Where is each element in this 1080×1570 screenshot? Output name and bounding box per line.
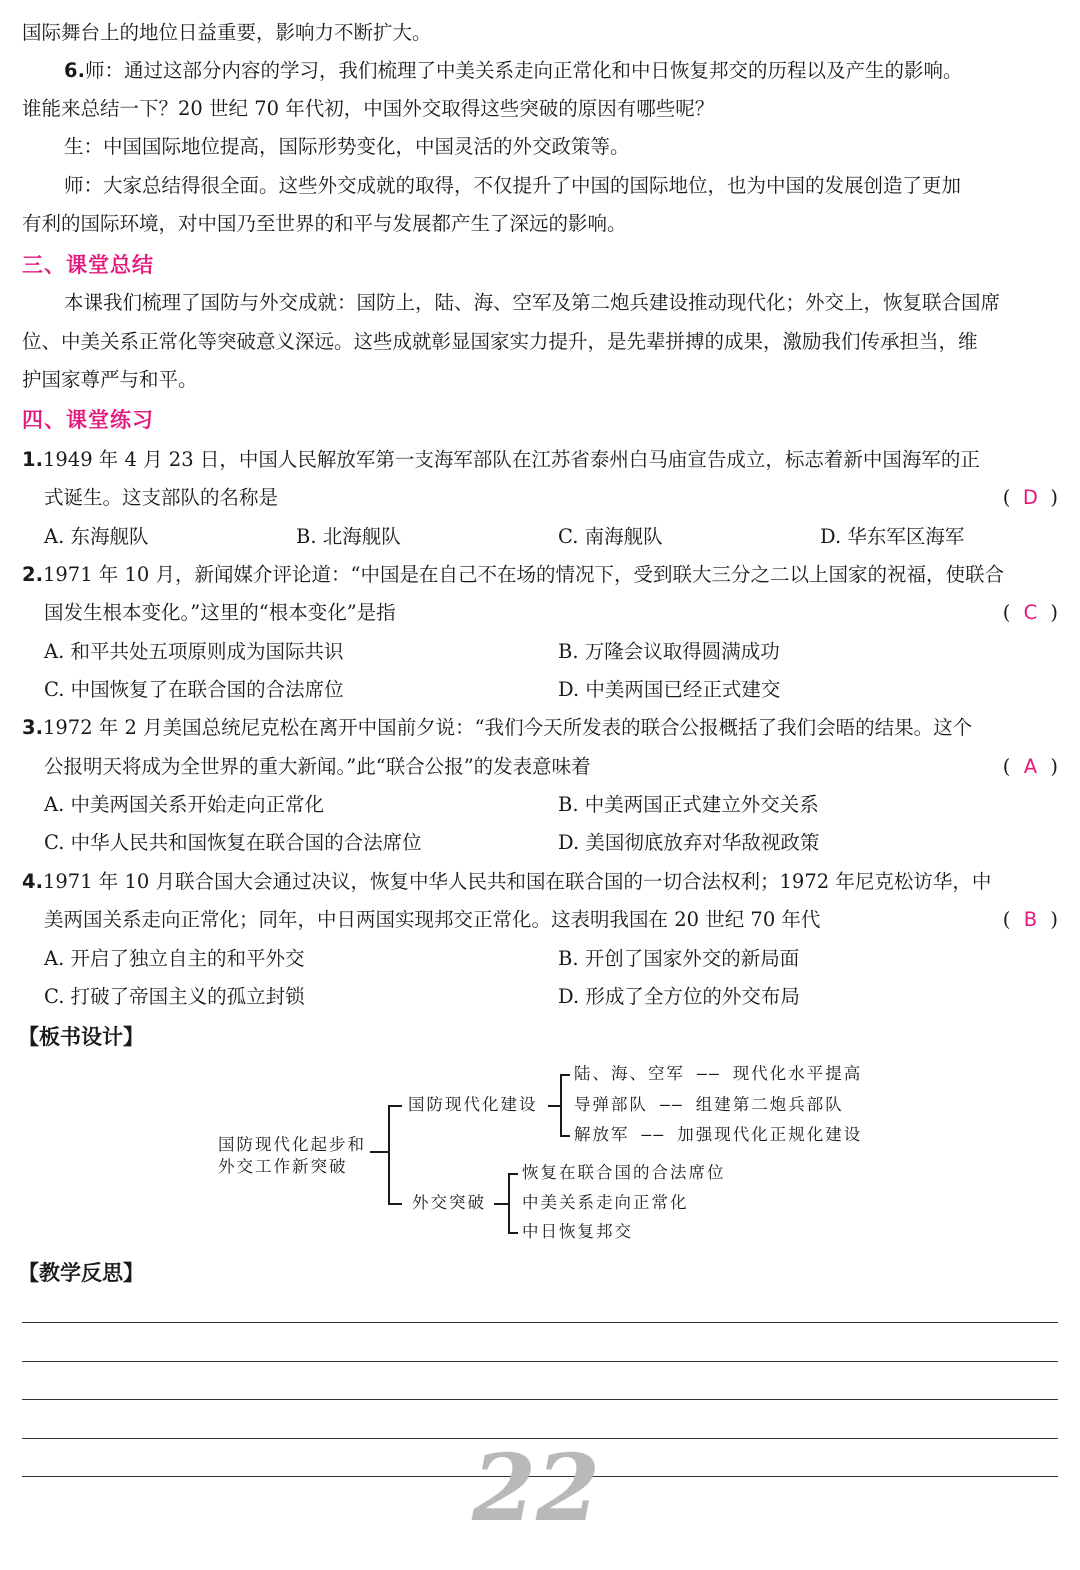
text-line-6: 有利的国际环境，对中国乃至世界的和平与发展都产生了深远的影响。 bbox=[22, 212, 627, 235]
summary-line-2: 位、中美关系正常化等突破意义深远。这些成就彰显国家实力提升，是先辈拼搏的成果，激励我们传承担当，维 bbox=[22, 330, 978, 353]
question-number: 4. bbox=[22, 870, 43, 893]
diagram-defense-item-2: 导弹部队 —— 组建第二炮兵部队 bbox=[574, 1095, 844, 1114]
summary-heading: 三、课堂总结 bbox=[22, 253, 154, 277]
question-text: 1971 年 10 月联合国大会通过决议，恢复中华人民共和国在联合国的一切合法权利；1972 年尼克松访华，中 bbox=[42, 870, 992, 893]
question-2-line-2: 国发生根本变化。”这里的“根本变化”是指 bbox=[44, 601, 396, 624]
answer-letter: B bbox=[1023, 908, 1038, 931]
item-number-6: 6. bbox=[64, 59, 85, 82]
question-text: 1949 年 4 月 23 日，中国人民解放军第一支海军部队在江苏省泰州白马庙宣告成立，标志着新中国海军的正 bbox=[42, 448, 980, 471]
option-b: B. 中美两国正式建立外交关系 bbox=[558, 793, 819, 816]
question-number: 2. bbox=[22, 563, 43, 586]
root-bracket bbox=[388, 1105, 390, 1204]
question-text: 1971 年 10 月，新闻媒介评论道：“中国是在自己不在场的情况下，受到联大三分之二以上国家的祝福，使联合 bbox=[42, 563, 1004, 586]
option-a: A. 和平共处五项原则成为国际共识 bbox=[44, 640, 344, 663]
branch1-bracket-bottom bbox=[560, 1135, 570, 1137]
diagram-root-line-1: 国防现代化起步和 bbox=[218, 1135, 366, 1154]
option-b: B. 万隆会议取得圆满成功 bbox=[558, 640, 780, 663]
teacher-question: 师：通过这部分内容的学习，我们梳理了中美关系走向正常化和中日恢复邦交的历程以及产生的影响。 bbox=[84, 59, 963, 82]
branch2-bracket-top bbox=[508, 1173, 518, 1175]
branch1-connector bbox=[548, 1105, 560, 1107]
diagram-defense-item-1: 陆、海、空军 —— 现代化水平提高 bbox=[574, 1064, 863, 1083]
text-line-4: 生：中国国际地位提高，国际形势变化，中国灵活的外交政策等。 bbox=[64, 135, 630, 158]
diagram-defense-item-3: 解放军 —— 加强现代化正规化建设 bbox=[574, 1125, 863, 1144]
option-b: B. 北海舰队 bbox=[296, 525, 401, 548]
branch1-bracket bbox=[560, 1074, 562, 1136]
practice-heading: 四、课堂练习 bbox=[22, 408, 154, 432]
root-connector bbox=[370, 1151, 388, 1153]
text-line-2 bbox=[64, 56, 1060, 86]
root-bracket-bottom bbox=[388, 1203, 402, 1205]
page-number: 22 bbox=[472, 1434, 601, 1542]
writing-line-3[interactable] bbox=[22, 1399, 1058, 1400]
option-b: B. 开创了国家外交的新局面 bbox=[558, 947, 800, 970]
option-a: A. 东海舰队 bbox=[44, 525, 149, 548]
answer-bracket-3: ( A ) bbox=[1003, 752, 1058, 782]
answer-letter: A bbox=[1023, 755, 1038, 778]
question-text: 1972 年 2 月美国总统尼克松在离开中国前夕说：“我们今天所发表的联合公报概括了我们会晤的结果。这个 bbox=[42, 716, 973, 739]
branch2-connector bbox=[494, 1203, 508, 1205]
option-d: D. 形成了全方位的外交布局 bbox=[558, 985, 800, 1008]
branch1-bracket-top bbox=[560, 1074, 570, 1076]
question-3-line-2: 公报明天将成为全世界的重大新闻。”此“联合公报”的发表意味着 bbox=[44, 755, 591, 778]
answer-bracket-2: ( C ) bbox=[1003, 598, 1058, 628]
root-bracket-top bbox=[388, 1105, 402, 1107]
option-c: C. 打破了帝国主义的孤立封锁 bbox=[44, 985, 305, 1008]
question-3 bbox=[22, 713, 1062, 743]
question-number: 3. bbox=[22, 716, 43, 739]
diagram-diplomacy-item-2: 中美关系走向正常化 bbox=[522, 1193, 689, 1212]
answer-letter: C bbox=[1023, 601, 1038, 624]
text-line-3: 谁能来总结一下？20 世纪 70 年代初，中国外交取得这些突破的原因有哪些呢？ bbox=[22, 97, 715, 120]
writing-line-2[interactable] bbox=[22, 1361, 1058, 1362]
reflection-heading: 【教学反思】 bbox=[18, 1261, 144, 1285]
branch2-bracket-bottom bbox=[508, 1232, 518, 1234]
answer-bracket-1: ( D ) bbox=[1003, 483, 1058, 513]
question-number: 1. bbox=[22, 448, 43, 471]
diagram-diplomacy-item-1: 恢复在联合国的合法席位 bbox=[522, 1163, 726, 1182]
text-line-5: 师：大家总结得很全面。这些外交成就的取得，不仅提升了中国的国际地位，也为中国的发展创造了更加 bbox=[64, 174, 962, 197]
option-c: C. 中国恢复了在联合国的合法席位 bbox=[44, 678, 344, 701]
question-4-line-2: 美两国关系走向正常化；同年，中日两国实现邦交正常化。这表明我国在 20 世纪 70 年代 bbox=[44, 908, 821, 931]
option-a: A. 中美两国关系开始走向正常化 bbox=[44, 793, 324, 816]
diagram-root-line-2: 外交工作新突破 bbox=[218, 1157, 348, 1176]
option-c: C. 南海舰队 bbox=[558, 525, 663, 548]
branch2-bracket bbox=[508, 1173, 510, 1233]
summary-line-1: 本课我们梳理了国防与外交成就：国防上，陆、海、空军及第二炮兵建设推动现代化；外交上，恢复联合国席 bbox=[64, 291, 1001, 314]
question-2 bbox=[22, 560, 1062, 590]
answer-letter: D bbox=[1022, 486, 1038, 509]
diagram-diplomacy-item-3: 中日恢复邦交 bbox=[522, 1222, 633, 1241]
summary-line-3: 护国家尊严与和平。 bbox=[22, 368, 198, 391]
diagram-branch-diplomacy: 外交突破 bbox=[412, 1193, 486, 1212]
board-design-heading: 【板书设计】 bbox=[18, 1025, 144, 1049]
option-d: D. 中美两国已经正式建交 bbox=[558, 678, 781, 701]
diagram-branch-defense: 国防现代化建设 bbox=[408, 1095, 538, 1114]
question-1-line-2: 式诞生。这支部队的名称是 bbox=[44, 486, 279, 509]
question-1 bbox=[22, 445, 1062, 475]
option-d: D. 华东军区海军 bbox=[820, 525, 965, 548]
option-a: A. 开启了独立自主的和平外交 bbox=[44, 947, 305, 970]
question-4 bbox=[22, 867, 1062, 897]
answer-bracket-4: ( B ) bbox=[1003, 905, 1058, 935]
text-line-1: 国际舞台上的地位日益重要，影响力不断扩大。 bbox=[22, 21, 432, 44]
option-d: D. 美国彻底放弃对华敌视政策 bbox=[558, 831, 820, 854]
option-c: C. 中华人民共和国恢复在联合国的合法席位 bbox=[44, 831, 422, 854]
writing-line-1[interactable] bbox=[22, 1322, 1058, 1323]
